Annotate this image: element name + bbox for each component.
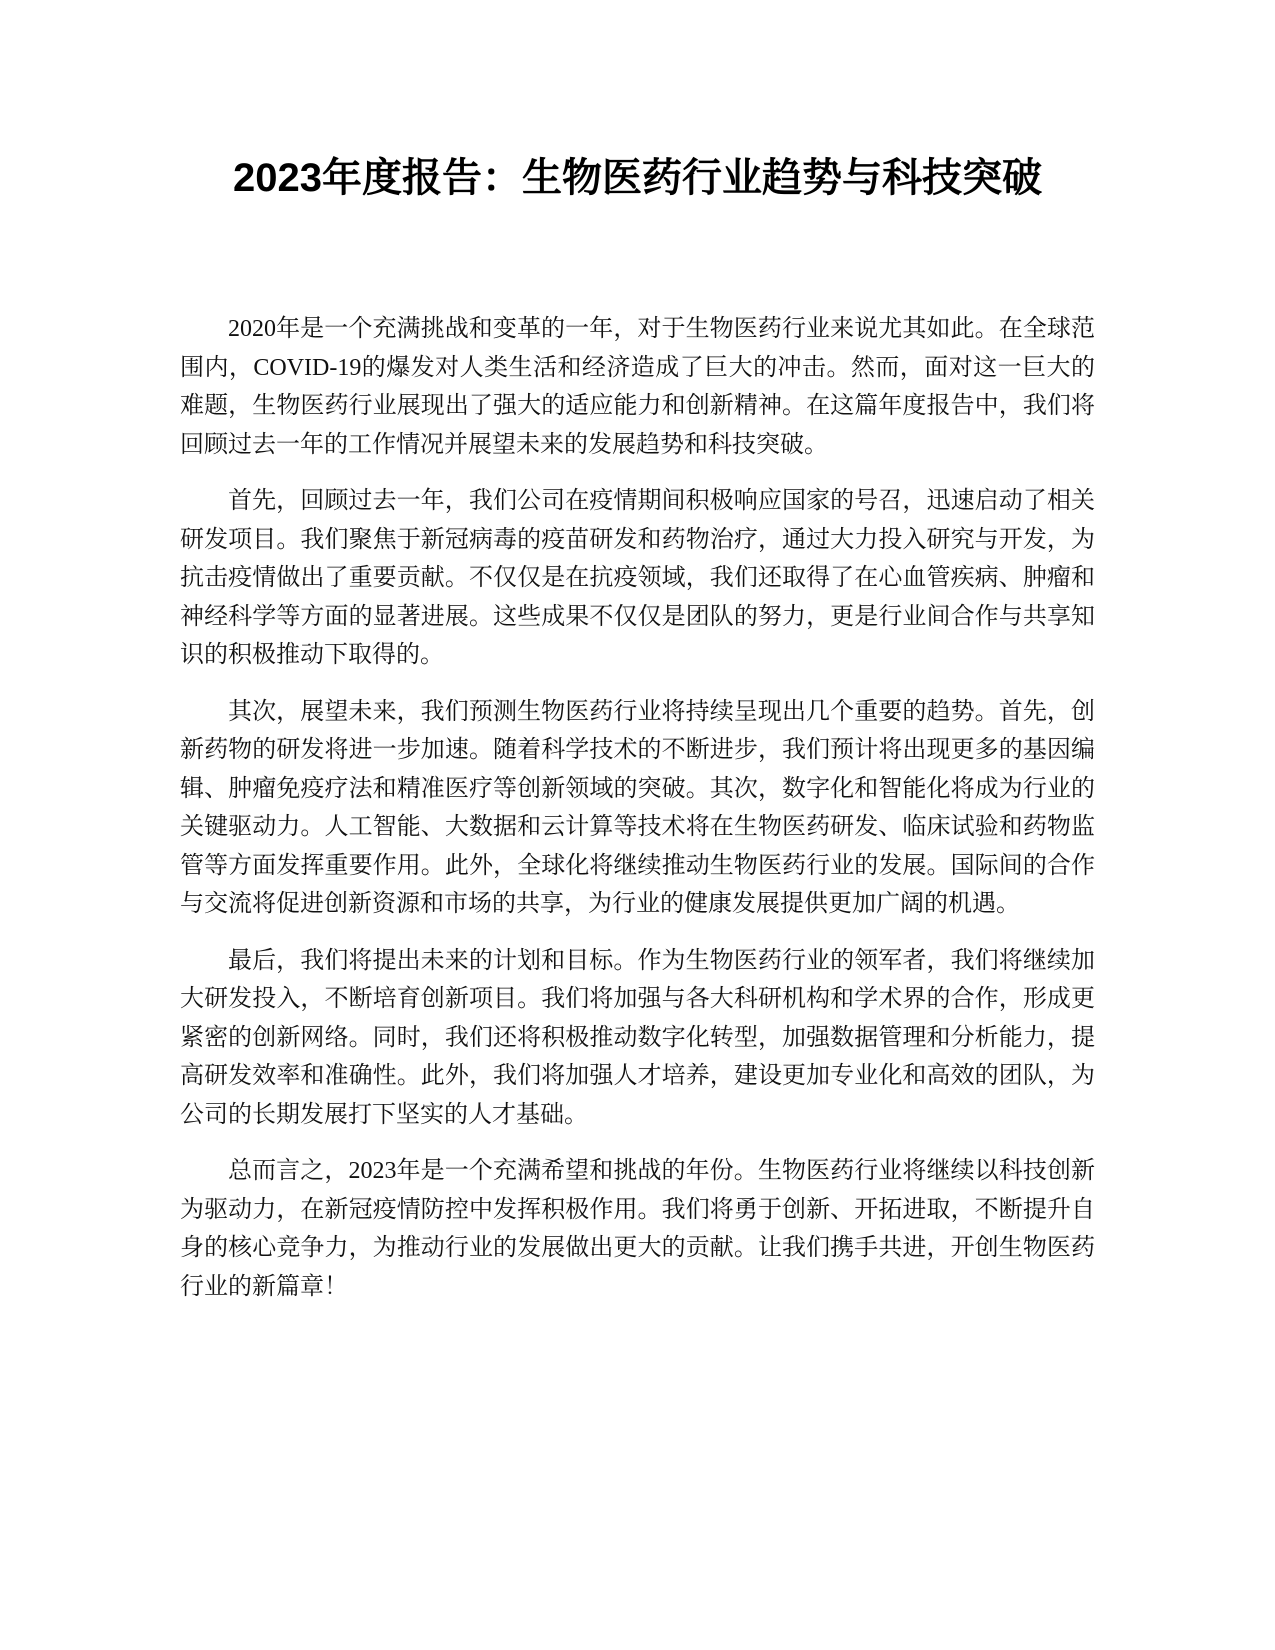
document-title: 2023年度报告：生物医药行业趋势与科技突破 (233, 156, 1042, 200)
paragraph-plans: 最后，我们将提出未来的计划和目标。作为生物医药行业的领军者，我们将继续加大研发投入，不断培育创新项目。我们将加强与各大科研机构和学术界的合作，形成更紧密的创新网络。同时，我们还将积极推动数字化转型，加强数据管理和分析能力，提高研发效率和准确性。此外，我们将加强人才培养，建设更加专业化和高效的团队，为公司的长期发展打下坚实的人才基础。 (180, 947, 1095, 1128)
paragraph-review: 首先，回顾过去一年，我们公司在疫情期间积极响应国家的号召，迅速启动了相关研发项目。我们聚焦于新冠病毒的疫苗研发和药物治疗，通过大力投入研究与开发，为抗击疫情做出了重要贡献。不仅仅是在抗疫领域，我们还取得了在心血管疾病、肿瘤和神经科学等方面的显著进展。这些成果不仅仅是团队的努力，更是行业间合作与共享知识的积极推动下取得的。 (180, 488, 1095, 668)
paragraph-intro: 2020年是一个充满挑战和变革的一年，对于生物医药行业来说尤其如此。在全球范围内，COVID-19的爆发对人类生活和经济造成了巨大的冲击。然而，面对这一巨大的难题，生物医药行业展现出了强大的适应能力和创新精神。在这篇年度报告中，我们将回顾过去一年的工作情况并展望未来的发展趋势和科技突破。 (180, 316, 1095, 458)
document-body (180, 310, 1095, 1324)
paragraph-conclusion: 总而言之，2023年是一个充满希望和挑战的年份。生物医药行业将继续以科技创新为驱动力，在新冠疫情防控中发挥积极作用。我们将勇于创新、开拓进取，不断提升自身的核心竞争力，为推动行业的发展做出更大的贡献。让我们携手共进，开创生物医药行业的新篇章！ (180, 1158, 1095, 1300)
paragraph-outlook: 其次，展望未来，我们预测生物医药行业将持续呈现出几个重要的趋势。首先，创新药物的研发将进一步加速。随着科学技术的不断进步，我们预计将出现更多的基因编辑、肿瘤免疫疗法和精准医疗等创新领域的突破。其次，数字化和智能化将成为行业的关键驱动力。人工智能、大数据和云计算等技术将在生物医药研发、临床试验和药物监管等方面发挥重要作用。此外，全球化将继续推动生物医药行业的发展。国际间的合作与交流将促进创新资源和市场的共享，为行业的健康发展提供更加广阔的机遇。 (180, 698, 1095, 917)
